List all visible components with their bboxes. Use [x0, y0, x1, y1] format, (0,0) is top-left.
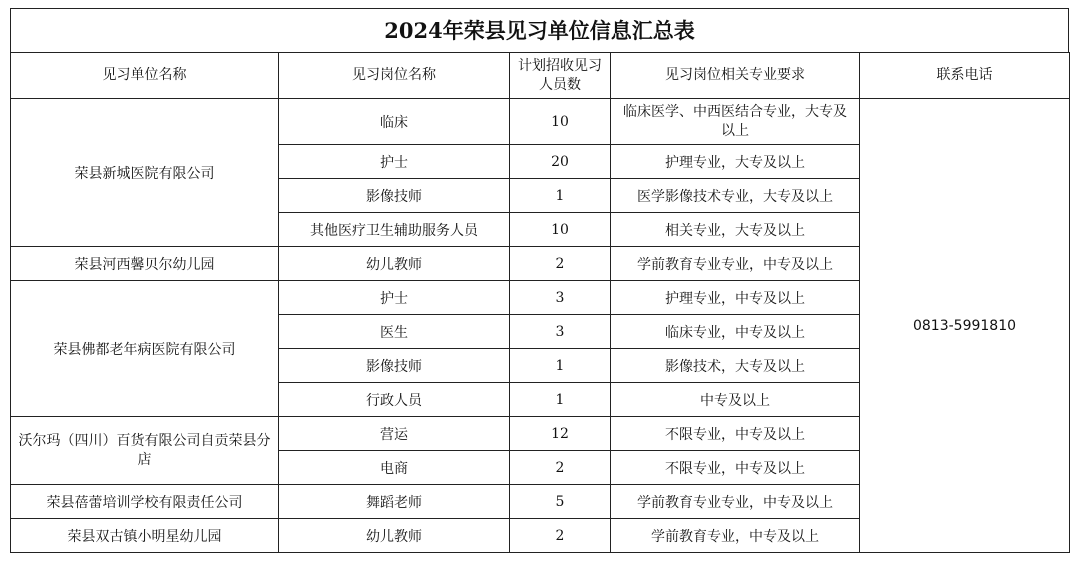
count-cell: 10: [510, 213, 611, 247]
post-cell: 舞蹈老师: [279, 485, 510, 519]
requirement-cell: 不限专业，中专及以上: [611, 451, 860, 485]
count-cell: 5: [510, 485, 611, 519]
count-cell: 1: [510, 383, 611, 417]
requirement-cell: 影像技术，大专及以上: [611, 349, 860, 383]
requirement-cell: 中专及以上: [611, 383, 860, 417]
requirement-cell: 临床医学、中西医结合专业，大专及以上: [611, 99, 860, 145]
post-cell: 幼儿教师: [279, 247, 510, 281]
internship-table: [10, 52, 1070, 553]
requirement-cell: 不限专业，中专及以上: [611, 417, 860, 451]
count-cell: 3: [510, 281, 611, 315]
count-cell: 2: [510, 451, 611, 485]
count-cell: 2: [510, 519, 611, 553]
count-cell: 12: [510, 417, 611, 451]
header-count: 计划招收见习人员数: [510, 53, 611, 99]
requirement-cell: 学前教育专业，中专及以上: [611, 519, 860, 553]
requirement-cell: 临床专业，中专及以上: [611, 315, 860, 349]
post-cell: 医生: [279, 315, 510, 349]
unit-name-cell: 荣县双古镇小明星幼儿园: [11, 519, 279, 553]
post-cell: 护士: [279, 281, 510, 315]
post-cell: 其他医疗卫生辅助服务人员: [279, 213, 510, 247]
header-row: [11, 53, 1070, 99]
header-phone: 联系电话: [860, 53, 1070, 99]
count-cell: 2: [510, 247, 611, 281]
requirement-cell: 相关专业，大专及以上: [611, 213, 860, 247]
unit-name-cell: 荣县蓓蕾培训学校有限责任公司: [11, 485, 279, 519]
count-cell: 20: [510, 145, 611, 179]
post-cell: 临床: [279, 99, 510, 145]
table-row: [11, 99, 1070, 145]
requirement-cell: 护理专业，大专及以上: [611, 145, 860, 179]
post-cell: 营运: [279, 417, 510, 451]
phone-cell: 0813-5991810: [860, 99, 1070, 553]
post-cell: 电商: [279, 451, 510, 485]
requirement-cell: 护理专业，中专及以上: [611, 281, 860, 315]
unit-name-cell: 荣县佛都老年病医院有限公司: [11, 281, 279, 417]
requirement-cell: 医学影像技术专业，大专及以上: [611, 179, 860, 213]
count-cell: 1: [510, 179, 611, 213]
count-cell: 10: [510, 99, 611, 145]
header-unit: 见习单位名称: [11, 53, 279, 99]
post-cell: 影像技师: [279, 179, 510, 213]
post-cell: 影像技师: [279, 349, 510, 383]
count-cell: 1: [510, 349, 611, 383]
unit-name-cell: 荣县新城医院有限公司: [11, 99, 279, 247]
summary-sheet: [10, 8, 1069, 553]
post-cell: 护士: [279, 145, 510, 179]
unit-name-cell: 荣县河西馨贝尔幼儿园: [11, 247, 279, 281]
sheet-title: 2024年荣县见习单位信息汇总表: [10, 8, 1069, 52]
requirement-cell: 学前教育专业专业，中专及以上: [611, 485, 860, 519]
header-post: 见习岗位名称: [279, 53, 510, 99]
header-requirement: 见习岗位相关专业要求: [611, 53, 860, 99]
post-cell: 行政人员: [279, 383, 510, 417]
unit-name-cell: 沃尔玛（四川）百货有限公司自贡荣县分店: [11, 417, 279, 485]
requirement-cell: 学前教育专业专业，中专及以上: [611, 247, 860, 281]
post-cell: 幼儿教师: [279, 519, 510, 553]
table-body: [11, 99, 1070, 553]
count-cell: 3: [510, 315, 611, 349]
